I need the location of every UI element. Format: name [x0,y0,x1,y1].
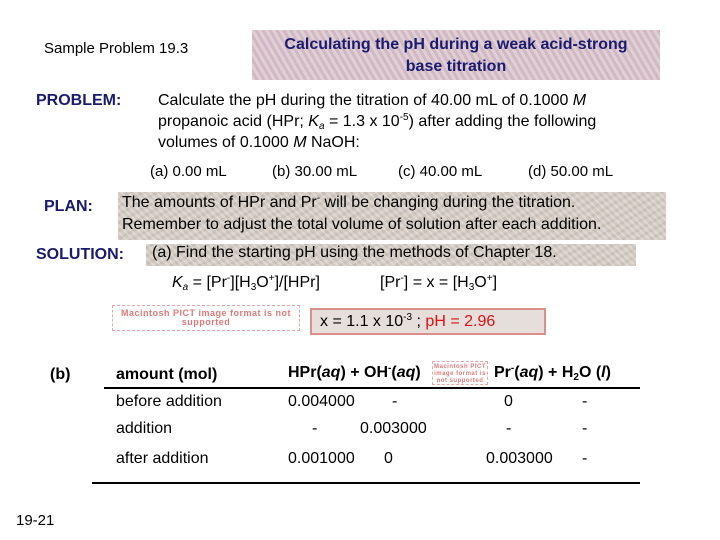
solution-label: SOLUTION: [36,246,124,263]
problem-text: Calculate the pH during the titration of 40.00 mL of 0.1000 M propanoic acid (HPr; $K_a = 1.3$ x $10^{-5}$) after adding the following volumes of 0.1000 M NaOH: [158,92,597,151]
row-label-after: after addition [116,450,209,467]
row-before-water: - [582,393,588,410]
row-addition-pr: - [506,420,512,437]
row-after-water: - [582,450,588,467]
option-b: (b) 30.00 mL [272,163,358,180]
row-after-pr: 0.003000 [486,450,553,467]
solution-part-a: (a) Find the starting pH using the methods of Chapter 18. [146,244,636,266]
option-a: (a) 0.00 mL [150,163,227,180]
title-line-2: base titration [405,58,507,75]
plan-label: PLAN: [44,198,93,215]
row-before-hpr: 0.004000 [288,393,355,410]
row-after-hpr: 0.001000 [288,450,355,467]
table-header-rule [104,387,640,389]
row-label-before: before addition [116,393,222,410]
row-addition-water: - [582,420,588,437]
pr-equation: $[Pr^-] = x = [H_3O^+]$ [380,273,498,293]
title-box [252,30,660,80]
plan-line-1: The amounts of HPr and Pr- will be changing during the titration. [122,193,576,211]
row-before-oh: - [392,393,398,410]
option-c: (c) 40.00 mL [398,163,483,180]
row-addition-oh: 0.003000 [360,420,427,437]
unsupported-image-placeholder-small: Macintosh PICT image format is not supported [432,361,488,385]
row-addition-hpr: - [312,420,318,437]
table-bottom-rule [92,482,640,484]
table-header-label: amount (mol) [116,366,218,383]
ph-result: pH = 2.96 [425,313,496,330]
row-before-pr: 0 [504,393,513,410]
result-box: x = 1.1 x $10^{-3}$ ; pH = 2.96 [310,308,546,335]
reaction-left: HPr(aq) + OH-(aq) [288,363,421,381]
unsupported-image-placeholder: Macintosh PICT image format is not supported [112,305,300,331]
plan-box [118,192,666,240]
ka-equation: $K_a = [Pr^-][H_3O^+]/[HPr]$ [172,273,320,293]
row-label-addition: addition [116,420,173,437]
plan-line-2: Remember to adjust the total volume of solution after each addition. [122,216,602,233]
title-line-1: Calculating the pH during a weak acid-strong [284,36,628,53]
part-b-label: (b) [50,366,71,383]
reaction-right: $Pr^-(aq) + H_2O$ (l) [494,363,611,383]
slide-number: 19-21 [16,512,55,529]
problem-label: PROBLEM: [36,92,122,109]
row-after-oh: 0 [384,450,393,467]
sample-problem-label: Sample Problem 19.3 [44,40,189,57]
option-d: (d) 50.00 mL [528,163,614,180]
